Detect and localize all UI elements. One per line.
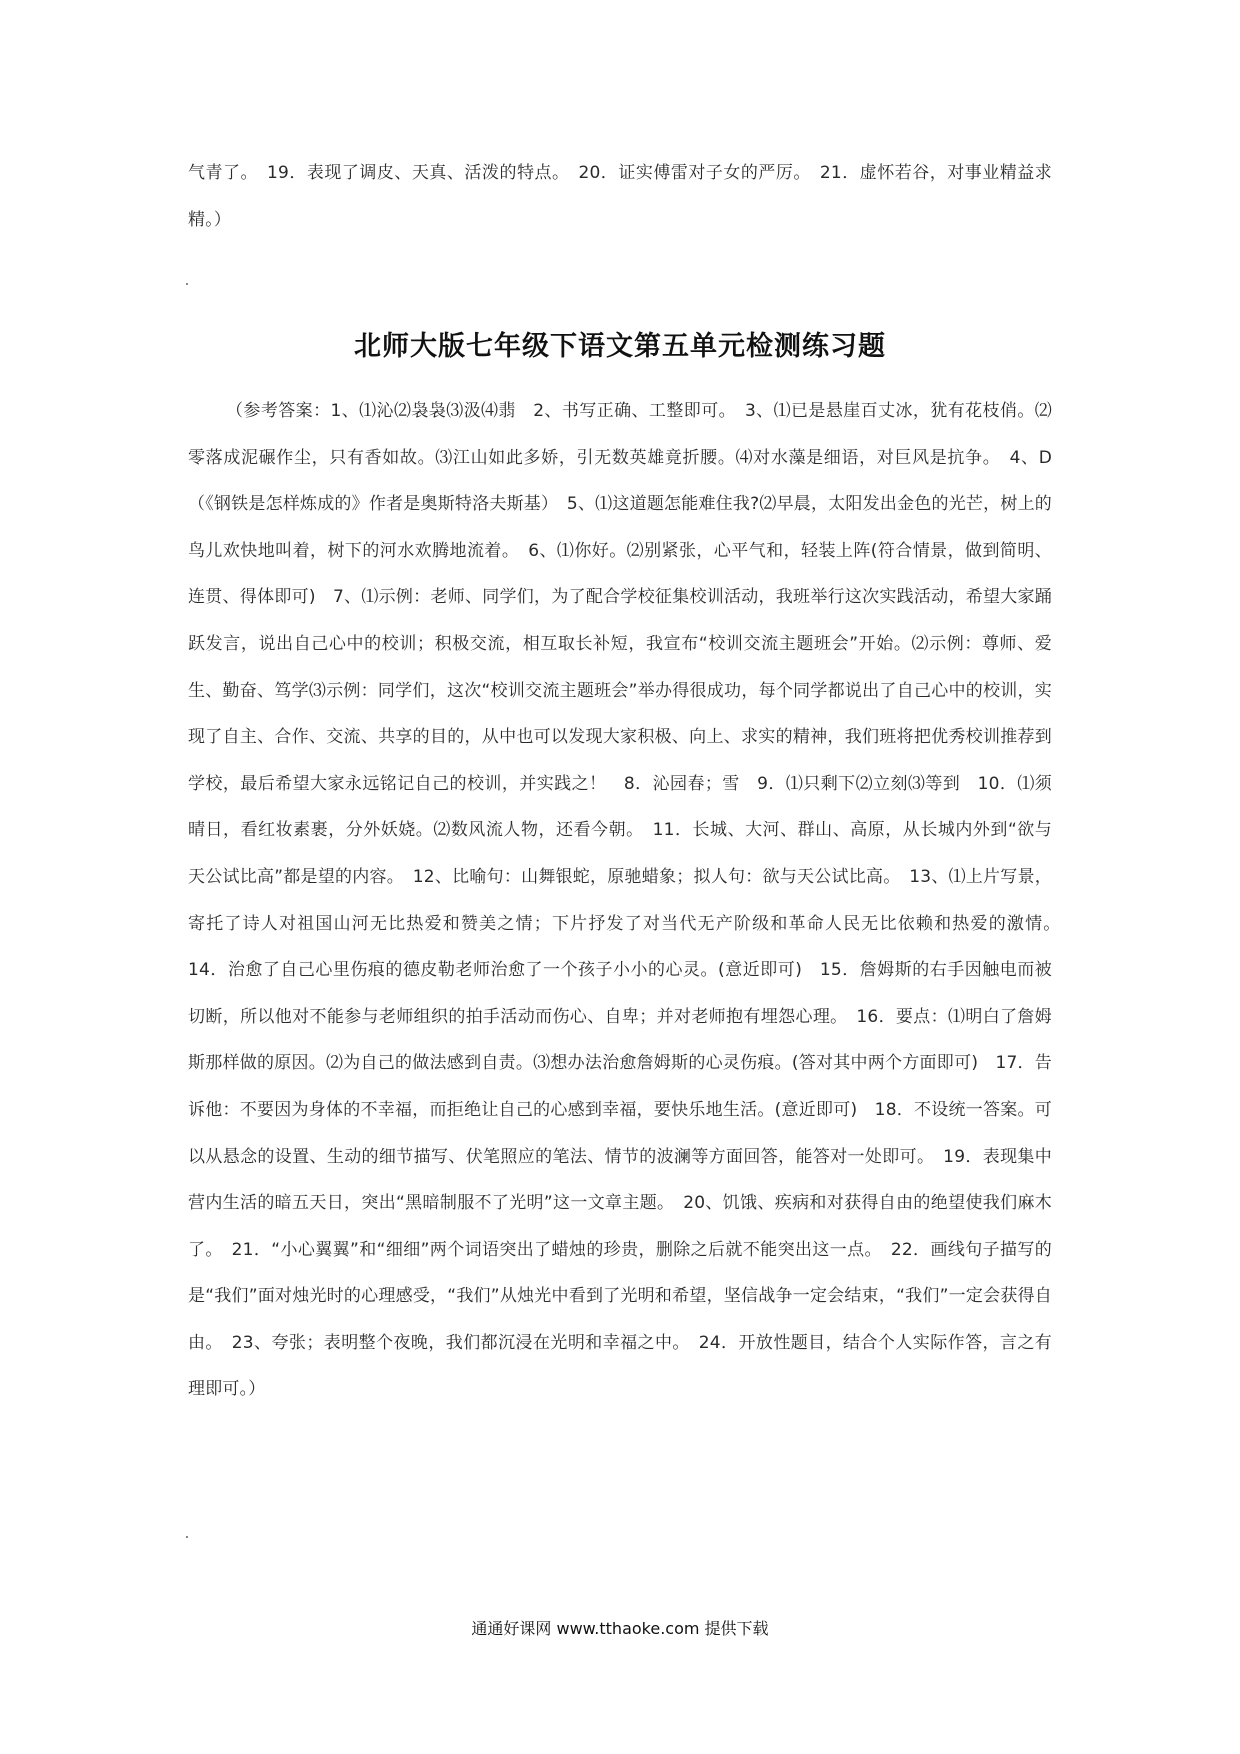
page-title: 北师大版七年级下语文第五单元检测练习题 [354,331,886,362]
answers-paragraph: （参考答案：1、⑴沁⑵袅袅⑶汲⑷翡 2、书写正确、工整即可。 3、⑴已是悬崖百丈冰，犹有花枝俏。⑵零落成泥碾作尘，只有香如故。⑶江山如此多娇，引无数英雄竟折腰。⑷对水藻是细语，对巨风是抗争。 4、D（《钢铁是怎样炼成的》作者是奥斯特洛夫斯基） 5、⑴这道题怎能难住我?⑵早晨，太阳发出金色的光芒，树上的鸟儿欢快地叫着，树下的河水欢腾地流着。 6、⑴你好。⑵别紧张，心平气和，轻装上阵(符合情景，做到简明、连贯、得体即可) 7、⑴示例：老师、同学们，为了配合学校征集校训活动，我班举行这次实践活动，希望大家踊跃发言，说出自己心中的校训；积极交流，相互取长补短，我宣布“校训交流主题班会”开始。⑵示例：尊师、爱生、勤奋、笃学⑶示例：同学们，这次“校训交流主题班会”举办得很成功，每个同学都说出了自己心中的校训，实现了自主、合作、交流、共享的目的，从中也可以发现大家积极、向上、求实的精神，我们班将把优秀校训推荐到学校，最后希望大家永远铭记自己的校训，并实践之！ 8．沁园春；雪 9．⑴只剩下⑵立刻⑶等到 10．⑴须晴日，看红妆素裹，分外妖娆。⑵数风流人物，还看今朝。 11．长城、大河、群山、高原，从长城内外到“欲与天公试比高”都是望的内容。 12、比喻句：山舞银蛇，原驰蜡象；拟人句：欲与天公试比高。 13、⑴上片写景，寄托了诗人对祖国山河无比热爱和赞美之情；下片抒发了对当代无产阶级和革命人民无比依赖和热爱的激情。 14．治愈了自己心里伤痕的德皮勒老师治愈了一个孩子小小的心灵。(意近即可) 15．詹姆斯的右手因触电而被切断，所以他对不能参与老师组织的拍手活动而伤心、自卑；并对老师抱有埋怨心理。 16．要点：⑴明白了詹姆斯那样做的原因。⑵为自己的做法感到自责。⑶想办法治愈詹姆斯的心灵伤痕。(答对其中两个方面即可) 17．告诉他：不要因为身体的不幸福，而拒绝让自己的心感到幸福，要快乐地生活。(意近即可) 18．不设统一答案。可以从悬念的设置、生动的细节描写、伏笔照应的笔法、情节的波澜等方面回答，能答对一处即可。 19．表现集中营内生活的暗五天日，突出“黑暗制服不了光明”这一文章主题。 20、饥饿、疾病和对获得自由的绝望使我们麻木了。 21．“小心翼翼”和“细细”两个词语突出了蜡烛的珍贵，删除之后就不能突出这一点。 22．画线句子描写的是“我们”面对烛光时的心理感受，“我们”从烛光中看到了光明和希望，坚信战争一定会结束，“我们”一定会获得自由。 23、夸张；表明整个夜晚，我们都沉浸在光明和幸福之中。 24．开放性题目，结合个人实际作答，言之有理即可。） [188,401,1070,1400]
previous-answers-paragraph: 气青了。 19．表现了调皮、天真、活泼的特点。 20．证实傅雷对子女的严厉。 21．虚怀若谷，对事业精益求精。） [188,163,1052,230]
scan-speck [186,283,188,285]
scan-speck [186,1536,188,1538]
footer-credit: 通通好课网 www.tthaoke.com 提供下载 [471,1619,769,1638]
